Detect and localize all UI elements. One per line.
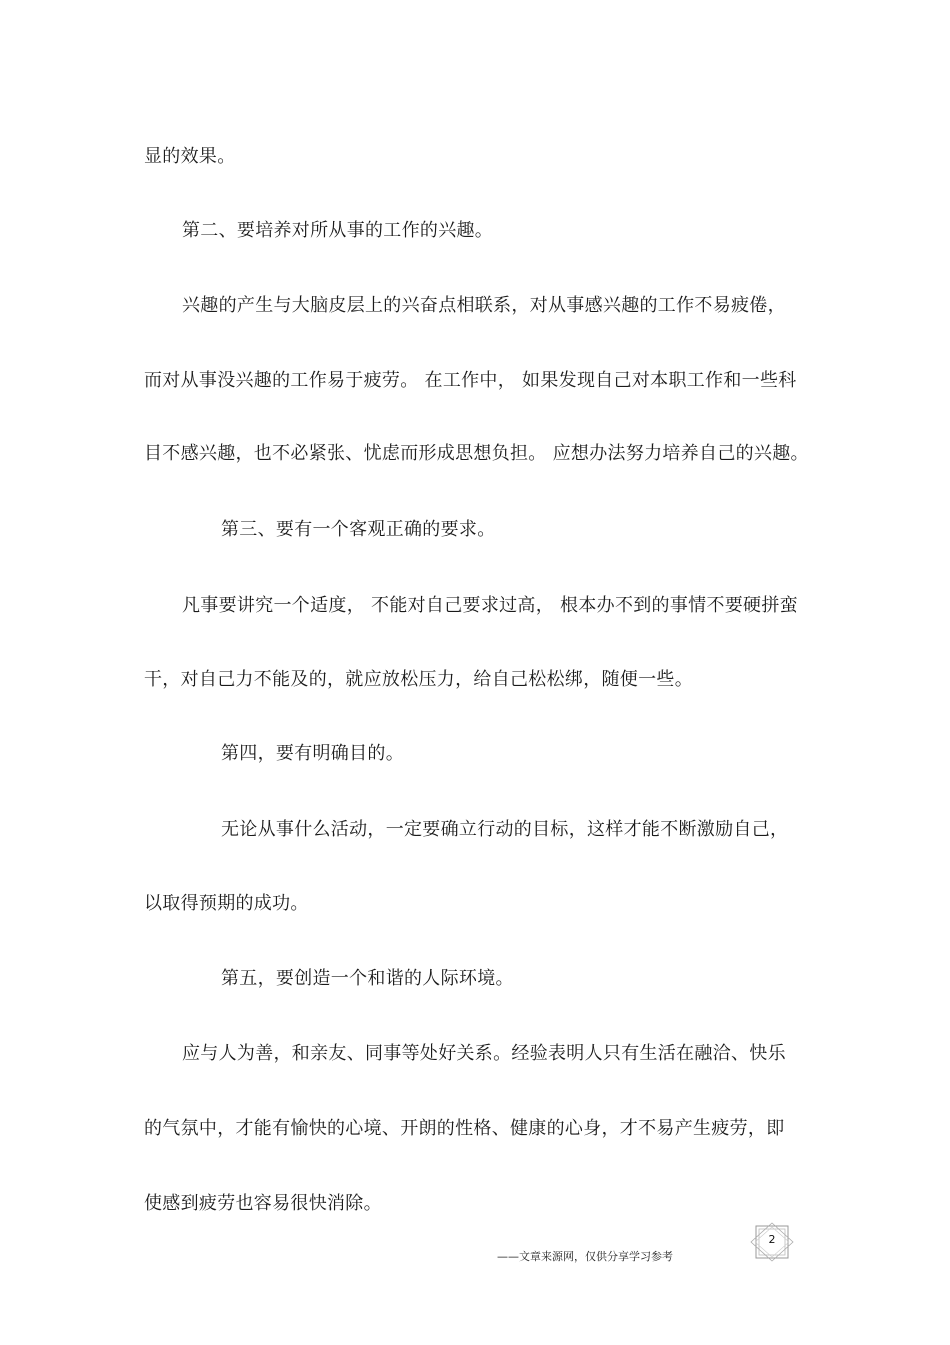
- paragraph-line: 以取得预期的成功。: [144, 893, 309, 914]
- paragraph-line: 无论从事什么活动，一定要确立行动的目标，这样才能不断激励自己，: [221, 819, 789, 840]
- paragraph-line: 兴趣的产生与大脑皮层上的兴奋点相联系，对从事感兴趣的工作不易疲倦，: [182, 295, 786, 316]
- section-heading-5: 第五，要创造一个和谐的人际环境。: [221, 968, 514, 989]
- section-heading-3: 第三、要有一个客观正确的要求。: [221, 519, 496, 540]
- section-heading-4: 第四，要有明确目的。: [221, 743, 404, 764]
- paragraph-line: 显的效果。: [144, 146, 236, 167]
- page-number-badge: [750, 1222, 794, 1262]
- paragraph-line: 目不感兴趣，也不必紧张、忧虑而形成思想负担。 应想办法努力培养自己的兴趣。: [144, 443, 809, 464]
- paragraph-line: 使感到疲劳也容易很快消除。: [144, 1193, 382, 1214]
- paragraph-line: 的气氛中，才能有愉快的心境、开朗的性格、健康的心身，才不易产生疲劳，即: [144, 1118, 785, 1139]
- source-note: ——文章来源网，仅供分享学习参考: [497, 1250, 673, 1263]
- page-number: 2: [768, 1233, 776, 1246]
- paragraph-line: 凡事要讲究一个适度， 不能对自己要求过高， 根本办不到的事情不要硬拼蛮: [182, 595, 798, 616]
- paragraph-line: 干，对自己力不能及的，就应放松压力，给自己松松绑，随便一些。: [144, 669, 693, 690]
- paragraph-line: 应与人为善，和亲友、同事等处好关系。经验表明人只有生活在融洽、快乐: [182, 1043, 786, 1064]
- section-heading-2: 第二、要培养对所从事的工作的兴趣。: [182, 220, 494, 241]
- paragraph-line: 而对从事没兴趣的工作易于疲劳。 在工作中， 如果发现自己对本职工作和一些科: [144, 370, 797, 391]
